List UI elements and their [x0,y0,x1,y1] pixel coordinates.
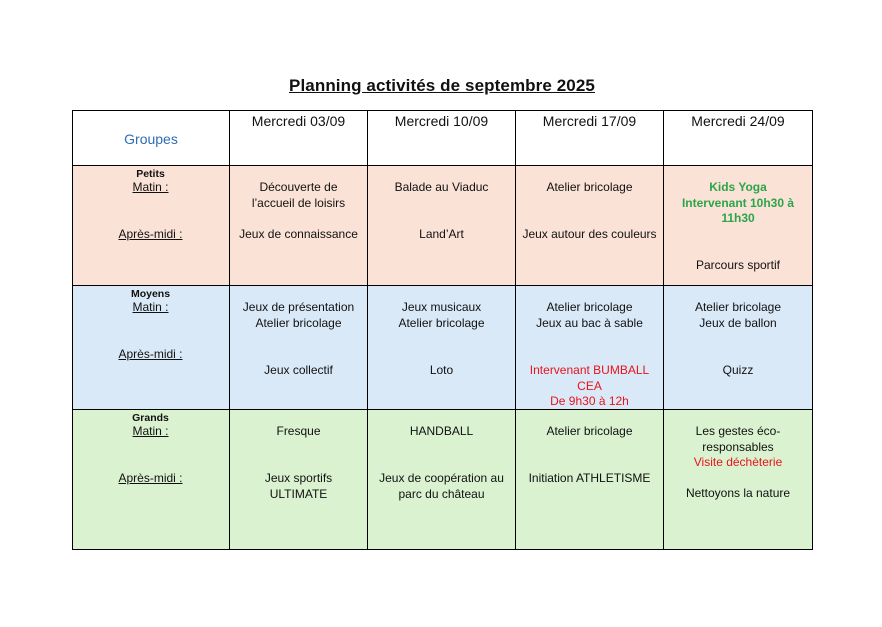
group-cell-moyens [73,286,230,410]
matin-activity [518,300,661,331]
groupes-header: Groupes [124,131,178,147]
activity-cell [368,410,516,550]
apres-midi-activity [666,363,810,379]
activity-cell [516,166,664,286]
matin-activity [518,424,661,440]
activity-line: Fresque [276,424,321,438]
day-header-2: Mercredi 10/09 [394,113,489,129]
activity-line: Jeux sportifs [264,471,333,485]
row-moyens [73,286,813,410]
apres-midi-activity [232,471,365,502]
activity-line: responsables [702,439,774,454]
activity-line: Jeux autour des couleurs [522,227,657,241]
activity-line: Découverte de [259,180,338,194]
activity-line: Kids Yoga [709,180,767,194]
activity-line: Atelier bricolage [546,300,633,314]
activity-line: l’accueil de loisirs [251,195,346,210]
matin-activity [666,424,810,471]
matin-activity [232,424,365,440]
activity-line: Jeux de connaissance [239,227,358,241]
activity-line: Jeux musicaux [401,300,482,314]
matin-label: Matin : [132,424,169,438]
page-title: Planning activités de septembre 2025 [289,76,595,95]
activity-cell [664,166,813,286]
matin-activity [232,300,365,331]
activity-line: Jeux au bac à sable [536,315,643,330]
planning-table [72,110,813,550]
group-name: Moyens [130,288,171,300]
activity-cell [516,286,664,410]
activity-line: Atelier bricolage [398,315,485,330]
bumball-activity [518,363,661,410]
day-header-4: Mercredi 24/09 [691,113,785,129]
activity-cell [516,410,664,550]
apres-midi-label: Après-midi : [118,347,183,361]
row-petits [73,166,813,286]
apres-midi-activity [518,471,661,487]
apres-midi-activity [518,227,661,243]
matin-activity [370,424,513,440]
day-header-3: Mercredi 17/09 [542,113,637,129]
activity-line: ULTIMATE [269,486,328,501]
activity-line: Atelier bricolage [694,300,782,314]
activity-line: parc du château [398,486,485,501]
matin-activity [518,180,661,196]
activity-line: CEA [577,378,602,393]
matin-label: Matin : [132,180,169,194]
group-cell-petits [73,166,230,286]
activity-cell [368,166,516,286]
day-header-cell [230,111,368,166]
apres-midi-activity [232,227,365,243]
apres-midi-activity [370,471,513,502]
activity-line: Land’Art [419,227,464,241]
activity-cell [664,410,813,550]
visite-decheterie-line: Visite déchèterie [693,455,783,469]
apres-midi-activity [370,227,513,243]
day-header-cell [516,111,664,166]
row-grands [73,410,813,550]
activity-line: Jeux de ballon [699,315,777,330]
activity-line: Atelier bricolage [546,424,633,438]
activity-line: Initiation ATHLETISME [528,471,651,485]
apres-midi-label: Après-midi : [118,227,183,241]
activity-line: Jeux de présentation [242,300,355,314]
activity-cell [664,286,813,410]
apres-midi-activity [232,363,365,379]
matin-activity [666,300,810,331]
activity-line: Les gestes éco- [695,424,781,438]
activity-line: Intervenant 10h30 à [681,195,795,210]
activity-cell [230,410,368,550]
activity-line: Atelier bricolage [546,180,633,194]
apres-midi-activity [370,363,513,379]
header-row [73,111,813,166]
activity-line: Jeux collectif [264,363,333,377]
apres-midi-label: Après-midi : [118,471,183,485]
matin-label: Matin : [132,300,169,314]
apres-midi-activity [666,486,810,502]
activity-line: Loto [429,363,454,377]
day-header-1: Mercredi 03/09 [251,113,346,129]
group-cell-grands [73,410,230,550]
activity-line: Quizz [722,363,754,377]
group-name: Petits [136,168,165,180]
group-name: Grands [132,412,169,424]
activity-cell [230,286,368,410]
activity-line: Jeux de coopération au [379,471,504,485]
activity-line: Balade au Viaduc [394,180,489,194]
matin-activity [232,180,365,211]
activity-line: Intervenant BUMBALL [529,363,650,377]
activity-line: De 9h30 à 12h [550,394,629,408]
activity-line: Atelier bricolage [255,315,342,330]
activity-cell [230,166,368,286]
activity-cell [368,286,516,410]
apres-midi-activity [666,258,810,274]
activity-line: HANDBALL [409,424,474,438]
day-header-cell [368,111,516,166]
kids-yoga-activity [666,180,810,227]
activity-line: Nettoyons la nature [685,486,791,500]
day-header-cell [664,111,813,166]
matin-activity [370,300,513,331]
matin-activity [370,180,513,196]
groupes-header-cell [73,111,230,166]
activity-line: Parcours sportif [695,258,781,272]
activity-line: 11h30 [721,211,755,225]
